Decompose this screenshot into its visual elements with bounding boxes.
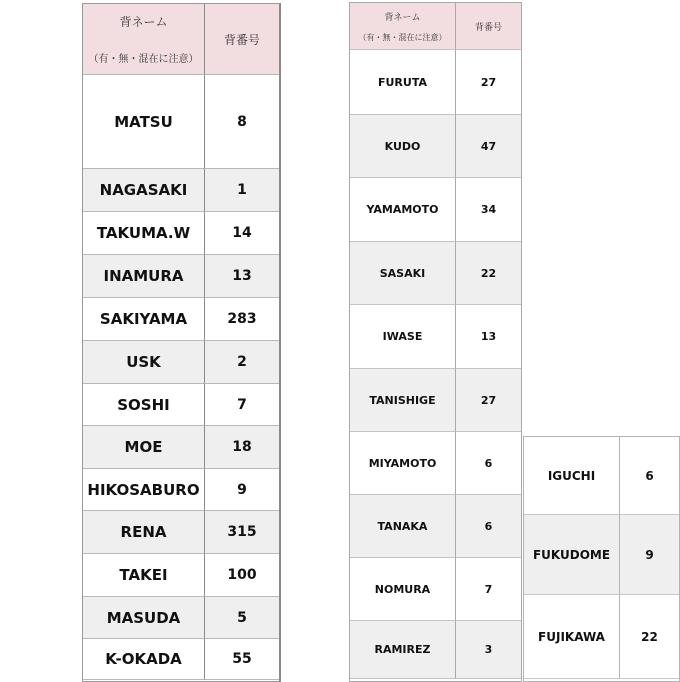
number-cell: 5 xyxy=(205,597,279,639)
number-cell: 6 xyxy=(456,432,521,495)
number-cell: 27 xyxy=(456,50,521,115)
number-cell: 6 xyxy=(456,495,521,558)
jersey-table-left xyxy=(82,3,281,682)
name-cell: TANISHIGE xyxy=(350,369,456,432)
number-cell: 283 xyxy=(205,298,279,341)
name-cell: HIKOSABURO xyxy=(83,469,205,511)
number-cell: 2 xyxy=(205,341,279,384)
number-cell: 22 xyxy=(456,242,521,305)
name-cell: IWASE xyxy=(350,305,456,369)
number-cell: 6 xyxy=(620,437,679,515)
jersey-table-middle xyxy=(349,2,522,682)
name-cell: KUDO xyxy=(350,115,456,178)
number-cell: 27 xyxy=(456,369,521,432)
name-cell: TAKUMA.W xyxy=(83,212,205,255)
name-cell: K-OKADA xyxy=(83,639,205,680)
header-number-cell: 背番号 xyxy=(456,3,521,50)
name-cell: SAKIYAMA xyxy=(83,298,205,341)
number-cell: 3 xyxy=(456,621,521,679)
number-cell: 34 xyxy=(456,178,521,242)
number-cell: 18 xyxy=(205,426,279,469)
number-cell: 13 xyxy=(456,305,521,369)
name-cell: YAMAMOTO xyxy=(350,178,456,242)
number-cell: 8 xyxy=(205,75,279,169)
name-cell: MIYAMOTO xyxy=(350,432,456,495)
header-name-label: 背ネーム xyxy=(119,15,168,29)
name-cell: TANAKA xyxy=(350,495,456,558)
number-cell: 7 xyxy=(456,558,521,621)
number-cell: 1 xyxy=(205,169,279,212)
name-cell: INAMURA xyxy=(83,255,205,298)
number-cell: 13 xyxy=(205,255,279,298)
number-cell: 7 xyxy=(205,384,279,426)
name-cell: MASUDA xyxy=(83,597,205,639)
header-note-label: （有・無・混在に注意） xyxy=(358,32,447,42)
header-note-label: （有・無・混在に注意） xyxy=(88,54,199,65)
header-name-label: 背ネーム xyxy=(384,12,421,23)
name-cell: RENA xyxy=(83,511,205,554)
name-cell: FUJIKAWA xyxy=(524,595,620,679)
jersey-table-right xyxy=(523,436,680,682)
name-cell: SOSHI xyxy=(83,384,205,426)
number-cell: 47 xyxy=(456,115,521,178)
number-cell: 14 xyxy=(205,212,279,255)
name-cell: NAGASAKI xyxy=(83,169,205,212)
name-cell: FUKUDOME xyxy=(524,515,620,595)
name-cell: USK xyxy=(83,341,205,384)
name-cell: FURUTA xyxy=(350,50,456,115)
name-cell: MOE xyxy=(83,426,205,469)
number-cell: 22 xyxy=(620,595,679,679)
name-cell: TAKEI xyxy=(83,554,205,597)
number-cell: 9 xyxy=(205,469,279,511)
name-cell: IGUCHI xyxy=(524,437,620,515)
number-cell: 100 xyxy=(205,554,279,597)
name-cell: RAMIREZ xyxy=(350,621,456,679)
header-number-cell: 背番号 xyxy=(205,4,279,75)
name-cell: NOMURA xyxy=(350,558,456,621)
header-name-cell xyxy=(350,3,456,50)
name-cell: SASAKI xyxy=(350,242,456,305)
name-cell: MATSU xyxy=(83,75,205,169)
number-cell: 9 xyxy=(620,515,679,595)
number-cell: 315 xyxy=(205,511,279,554)
number-cell: 55 xyxy=(205,639,279,680)
header-name-cell xyxy=(83,4,205,75)
